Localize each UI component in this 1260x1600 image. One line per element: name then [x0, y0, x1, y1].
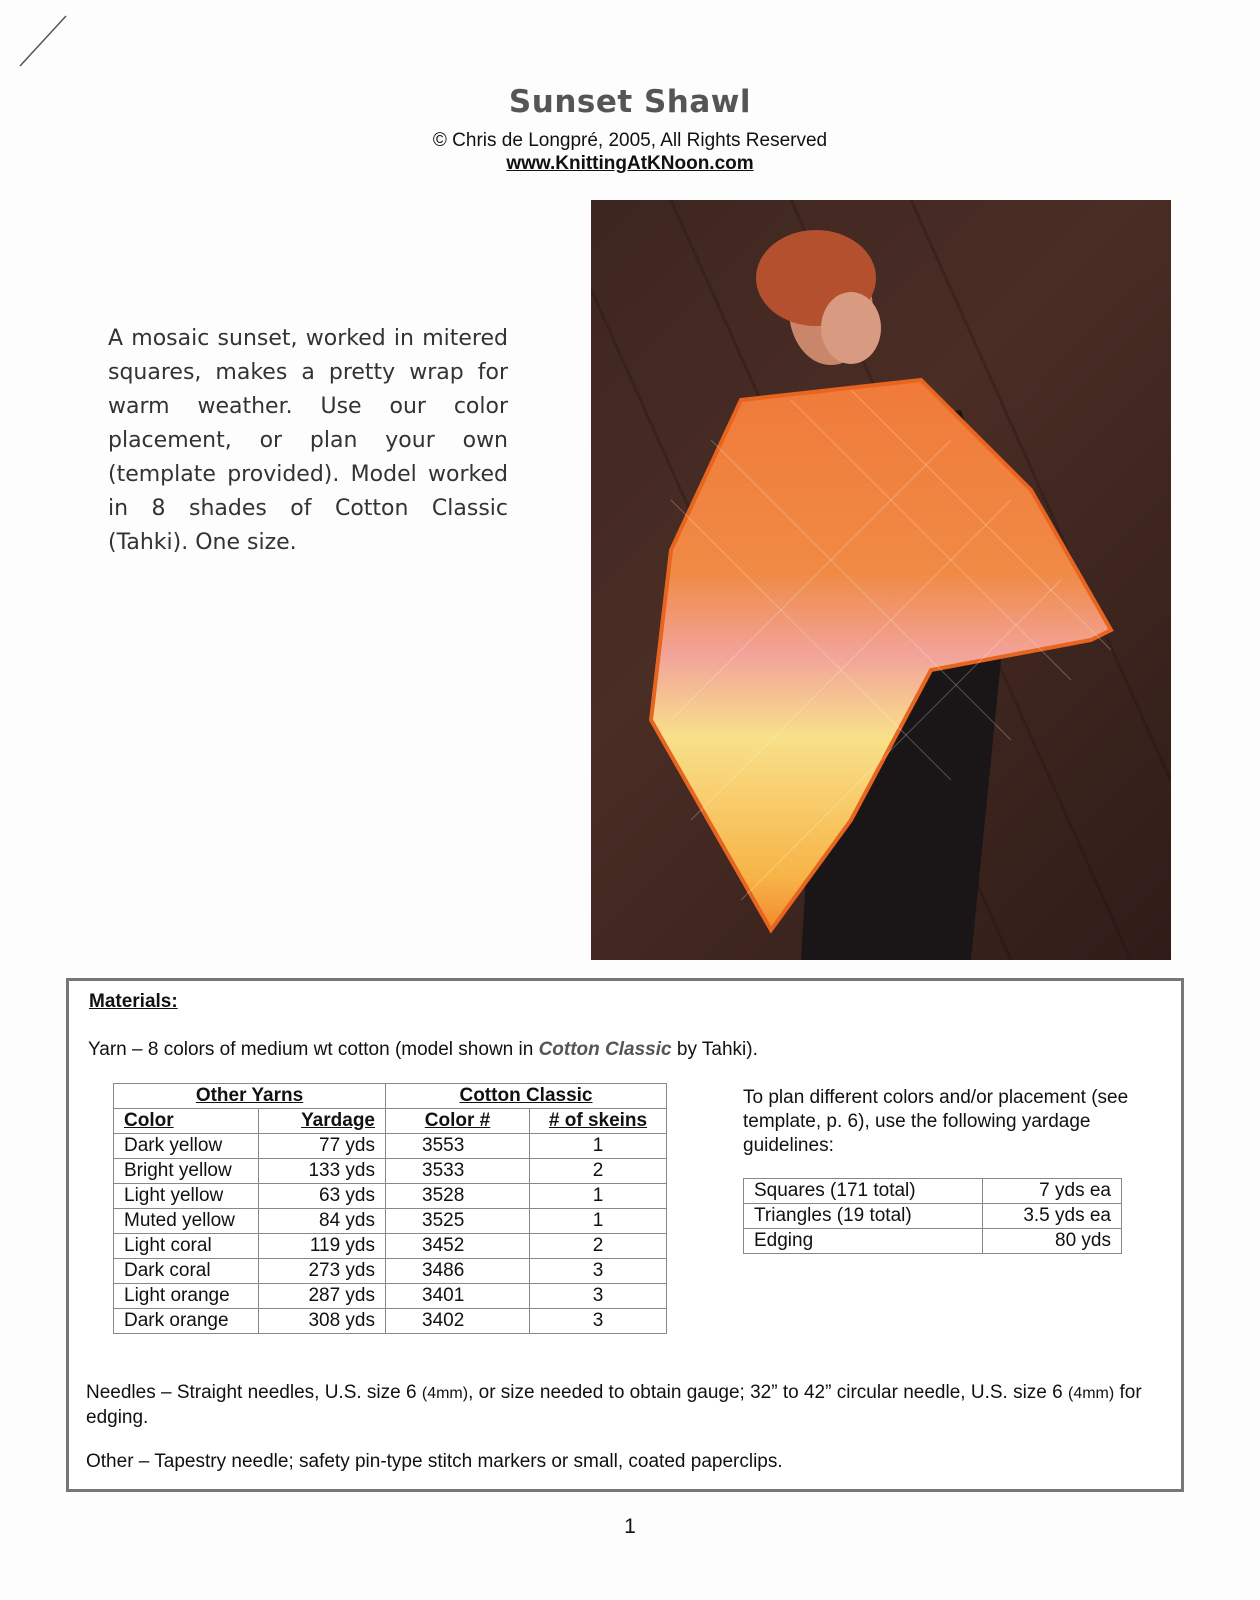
- needles-text-e: for edging.: [86, 1382, 1142, 1428]
- cell-skeins: 1: [530, 1209, 667, 1234]
- table-row: [114, 1309, 667, 1334]
- pattern-description: A mosaic sunset, worked in mitered squares, makes a pretty wrap for warm weather. Use our color placement, or plan your own (template provided). Model worked in 8 shades of Cotton Classic (Tahki). One size.: [108, 326, 508, 555]
- column-header-color: Color: [114, 1109, 259, 1134]
- yarn-table: [113, 1083, 667, 1334]
- cell-color: Dark coral: [114, 1259, 259, 1284]
- page-number: 1: [624, 1515, 636, 1538]
- guideline-amount: 80 yds: [983, 1229, 1122, 1254]
- table-row: [744, 1204, 1122, 1229]
- yarn-prefix: Yarn – 8 colors of medium wt cotton (model shown in: [88, 1039, 539, 1060]
- cell-yardage: 133 yds: [259, 1159, 386, 1184]
- group-header-cotton-classic: Cotton Classic: [386, 1084, 667, 1109]
- cell-skeins: 1: [530, 1184, 667, 1209]
- cell-color-number: 3528: [386, 1184, 530, 1209]
- cell-color-number: 3402: [386, 1309, 530, 1334]
- cell-yardage: 287 yds: [259, 1284, 386, 1309]
- cell-color: Muted yellow: [114, 1209, 259, 1234]
- group-header-other-yarns: Other Yarns: [114, 1084, 386, 1109]
- table-row: [744, 1229, 1122, 1254]
- guideline-item: Squares (171 total): [744, 1179, 983, 1204]
- yarn-description: [88, 1039, 758, 1061]
- guideline-item: Edging: [744, 1229, 983, 1254]
- column-header-skeins: # of skeins: [530, 1109, 667, 1134]
- page-title: Sunset Shawl: [508, 84, 752, 120]
- cell-color-number: 3553: [386, 1134, 530, 1159]
- cell-color-number: 3401: [386, 1284, 530, 1309]
- cell-color-number: 3525: [386, 1209, 530, 1234]
- cell-color: Light orange: [114, 1284, 259, 1309]
- table-row: [114, 1234, 667, 1259]
- cell-color: Dark yellow: [114, 1134, 259, 1159]
- cell-skeins: 3: [530, 1284, 667, 1309]
- cell-yardage: 77 yds: [259, 1134, 386, 1159]
- yarn-brand: Cotton Classic: [538, 1039, 672, 1060]
- table-row: [114, 1134, 667, 1159]
- materials-section: [66, 978, 1184, 1492]
- needles-text-c: , or size needed to obtain gauge; 32” to 42” circular needle, U.S. size 6: [468, 1382, 1068, 1403]
- cell-skeins: 1: [530, 1134, 667, 1159]
- table-row: [744, 1179, 1122, 1204]
- cell-yardage: 308 yds: [259, 1309, 386, 1334]
- plan-instructions: To plan different colors and/or placement (see template, p. 6), use the following yardage guidelines:: [743, 1087, 1129, 1156]
- shawl-photo: [591, 200, 1171, 960]
- materials-heading: Materials:: [89, 991, 178, 1012]
- table-row: [114, 1209, 667, 1234]
- cell-yardage: 63 yds: [259, 1184, 386, 1209]
- cell-skeins: 2: [530, 1234, 667, 1259]
- guideline-amount: 3.5 yds ea: [983, 1204, 1122, 1229]
- guideline-amount: 7 yds ea: [983, 1179, 1122, 1204]
- cell-color: Light coral: [114, 1234, 259, 1259]
- website-link[interactable]: www.KnittingAtKNoon.com: [506, 153, 754, 174]
- column-header-color-number: Color #: [386, 1109, 530, 1134]
- cell-skeins: 3: [530, 1259, 667, 1284]
- table-row: [114, 1159, 667, 1184]
- cell-color-number: 3486: [386, 1259, 530, 1284]
- other-supplies: Other – Tapestry needle; safety pin-type stitch markers or small, coated paperclips.: [86, 1451, 783, 1472]
- table-row: [114, 1184, 667, 1209]
- cell-color: Light yellow: [114, 1184, 259, 1209]
- needles-size-a: (4mm): [421, 1385, 469, 1402]
- cell-skeins: 3: [530, 1309, 667, 1334]
- cell-color-number: 3533: [386, 1159, 530, 1184]
- cell-color-number: 3452: [386, 1234, 530, 1259]
- cell-skeins: 2: [530, 1159, 667, 1184]
- yardage-guidelines-table: [743, 1178, 1122, 1254]
- needles-info: [86, 1381, 1166, 1430]
- cell-yardage: 84 yds: [259, 1209, 386, 1234]
- cell-color: Dark orange: [114, 1309, 259, 1334]
- guideline-item: Triangles (19 total): [744, 1204, 983, 1229]
- column-header-yardage: Yardage: [259, 1109, 386, 1134]
- needles-text-a: Needles – Straight needles, U.S. size 6: [86, 1382, 422, 1403]
- cell-yardage: 273 yds: [259, 1259, 386, 1284]
- copyright-notice: © Chris de Longpré, 2005, All Rights Reserved: [432, 130, 828, 151]
- yarn-table-group-row: [114, 1084, 667, 1109]
- yarn-table-header-row: [114, 1109, 667, 1134]
- cell-yardage: 119 yds: [259, 1234, 386, 1259]
- yarn-suffix: by Tahki).: [671, 1039, 758, 1060]
- pen-mark: [14, 12, 74, 72]
- table-row: [114, 1284, 667, 1309]
- cell-color: Bright yellow: [114, 1159, 259, 1184]
- needles-size-b: (4mm): [1068, 1385, 1115, 1402]
- table-row: [114, 1259, 667, 1284]
